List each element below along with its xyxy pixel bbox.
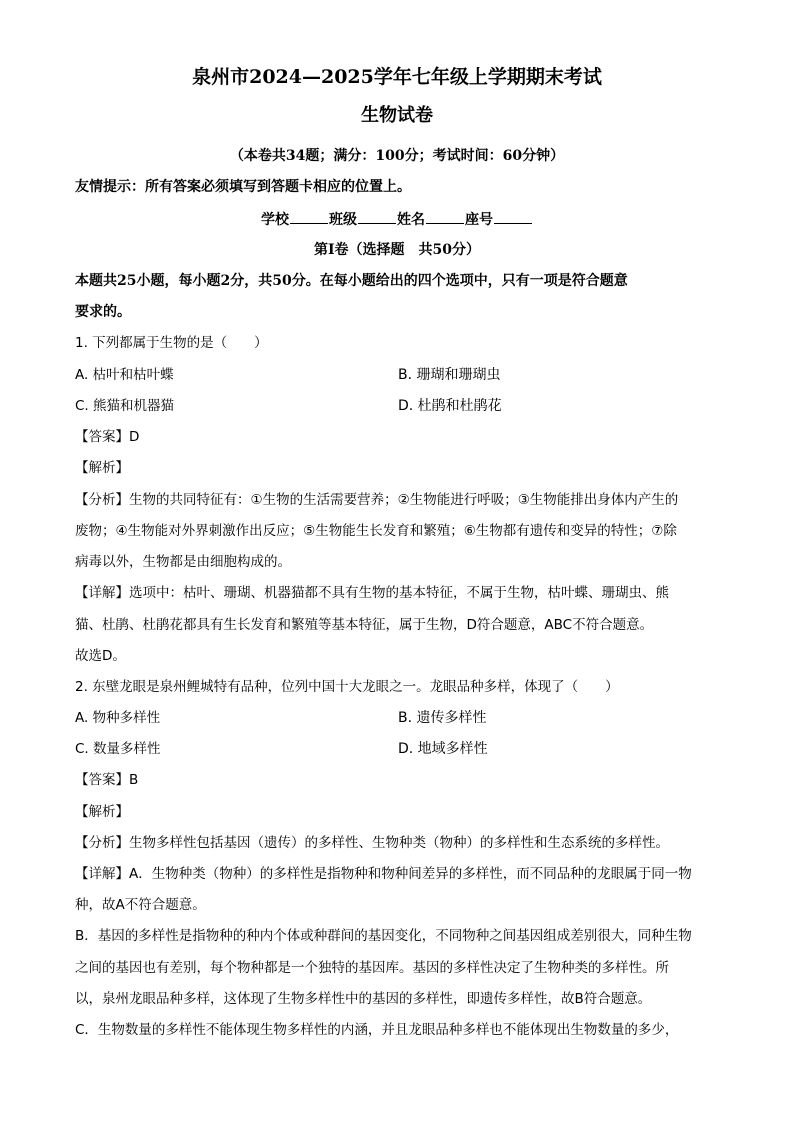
friendly-tip: 友情提示：所有答案必须填写到答题卡相应的位置上。 [75,179,411,195]
question-2-option-c: C. 数量多样性 [75,741,161,757]
question-2-option-d: D. 地域多样性 [398,741,488,757]
question-1-option-d: D. 杜鹃和杜鹃花 [398,398,502,414]
question-2-xiangjie-line1: 【详解】A．生物种类（物种）的多样性是指物种和物种间差异的多样性，而不同品种的龙眼属于同一物 [75,866,692,882]
question-1-conclusion: 故选D。 [75,648,126,664]
subject-title: 生物试卷 [361,105,433,126]
question-1-xiangjie-line2: 猫、杜鹃、杜鹃花都具有生长发育和繁殖等基本特征，属于生物，D符合题意，ABC不符合题意。 [75,617,654,633]
section-instruction-line2: 要求的。 [75,304,131,320]
class-blank[interactable] [358,209,396,224]
question-2-b-line1: B．基因的多样性是指物种的种内个体或种群间的基因变化，不同物种之间基因组成差别很大，同种生物 [75,928,692,944]
question-2-b-line3: 以，泉州龙眼品种多样，这体现了生物多样性中的基因的多样性，即遗传多样性，故B符合题意。 [75,991,652,1007]
question-1-stem: 1. 下列都属于生物的是（ ） [75,335,268,351]
question-2-option-a: A. 物种多样性 [75,710,161,726]
exam-title: 泉州市2024—2025学年七年级上学期期末考试 [192,66,602,88]
question-2-xiangjie-line2: 种，故A不符合题意。 [75,897,206,913]
field-seat: 座号 [465,212,493,228]
question-2-fenxi: 【分析】生物多样性包括基因（遗传）的多样性、生物种类（物种）的多样性和生态系统的多样性。 [75,835,669,851]
question-1-fenxi-line1: 【分析】生物的共同特征有：①生物的生活需要营养；②生物能进行呼吸；③生物能排出身体内产生的 [75,492,679,508]
section-heading: 第Ⅰ卷（选择题 共50分） [313,242,481,258]
question-1-fenxi-line3: 病毒以外，生物都是由细胞构成的。 [75,554,291,570]
question-2-option-b: B. 遗传多样性 [398,710,487,726]
question-1-option-b: B. 珊瑚和珊瑚虫 [398,367,501,383]
question-1-xiangjie-line1: 【详解】选项中：枯叶、珊瑚、机器猫都不具有生物的基本特征，不属于生物，枯叶蝶、珊瑚虫、熊 [75,585,669,601]
question-1-answer: 【答案】D [75,429,140,445]
question-1-analysis-label: 【解析】 [75,460,129,476]
field-class: 班级 [329,212,357,228]
field-name: 姓名 [397,212,425,228]
student-info-fields [0,209,794,230]
question-2-answer: 【答案】B [75,772,139,788]
seat-blank[interactable] [494,209,532,224]
name-blank[interactable] [426,209,464,224]
school-blank[interactable] [290,209,328,224]
question-1-option-a: A. 枯叶和枯叶蝶 [75,367,174,383]
question-2-stem: 2. 东壁龙眼是泉州鲤城特有品种，位列中国十大龙眼之一。龙眼品种多样，体现了（ ） [75,679,619,695]
question-2-b-line2: 之间的基因也有差别，每个物种都是一个独特的基因库。基因的多样性决定了生物种类的多样性。所 [75,960,669,976]
exam-info: （本卷共34题；满分：100分；考试时间：60分钟） [229,148,565,164]
section-instruction-line1: 本题共25小题，每小题2分，共50分。在每小题给出的四个选项中，只有一项是符合题意 [75,273,628,289]
question-2-analysis-label: 【解析】 [75,804,129,820]
question-2-c-line1: C．生物数量的多样性不能体现生物多样性的内涵，并且龙眼品种多样也不能体现出生物数量的多少， [75,1022,679,1038]
question-1-option-c: C. 熊猫和机器猫 [75,398,175,414]
field-school: 学校 [261,212,289,228]
question-1-fenxi-line2: 废物；④生物能对外界刺激作出反应；⑤生物能生长发育和繁殖；⑥生物都有遗传和变异的特性；⑦除 [75,523,677,539]
